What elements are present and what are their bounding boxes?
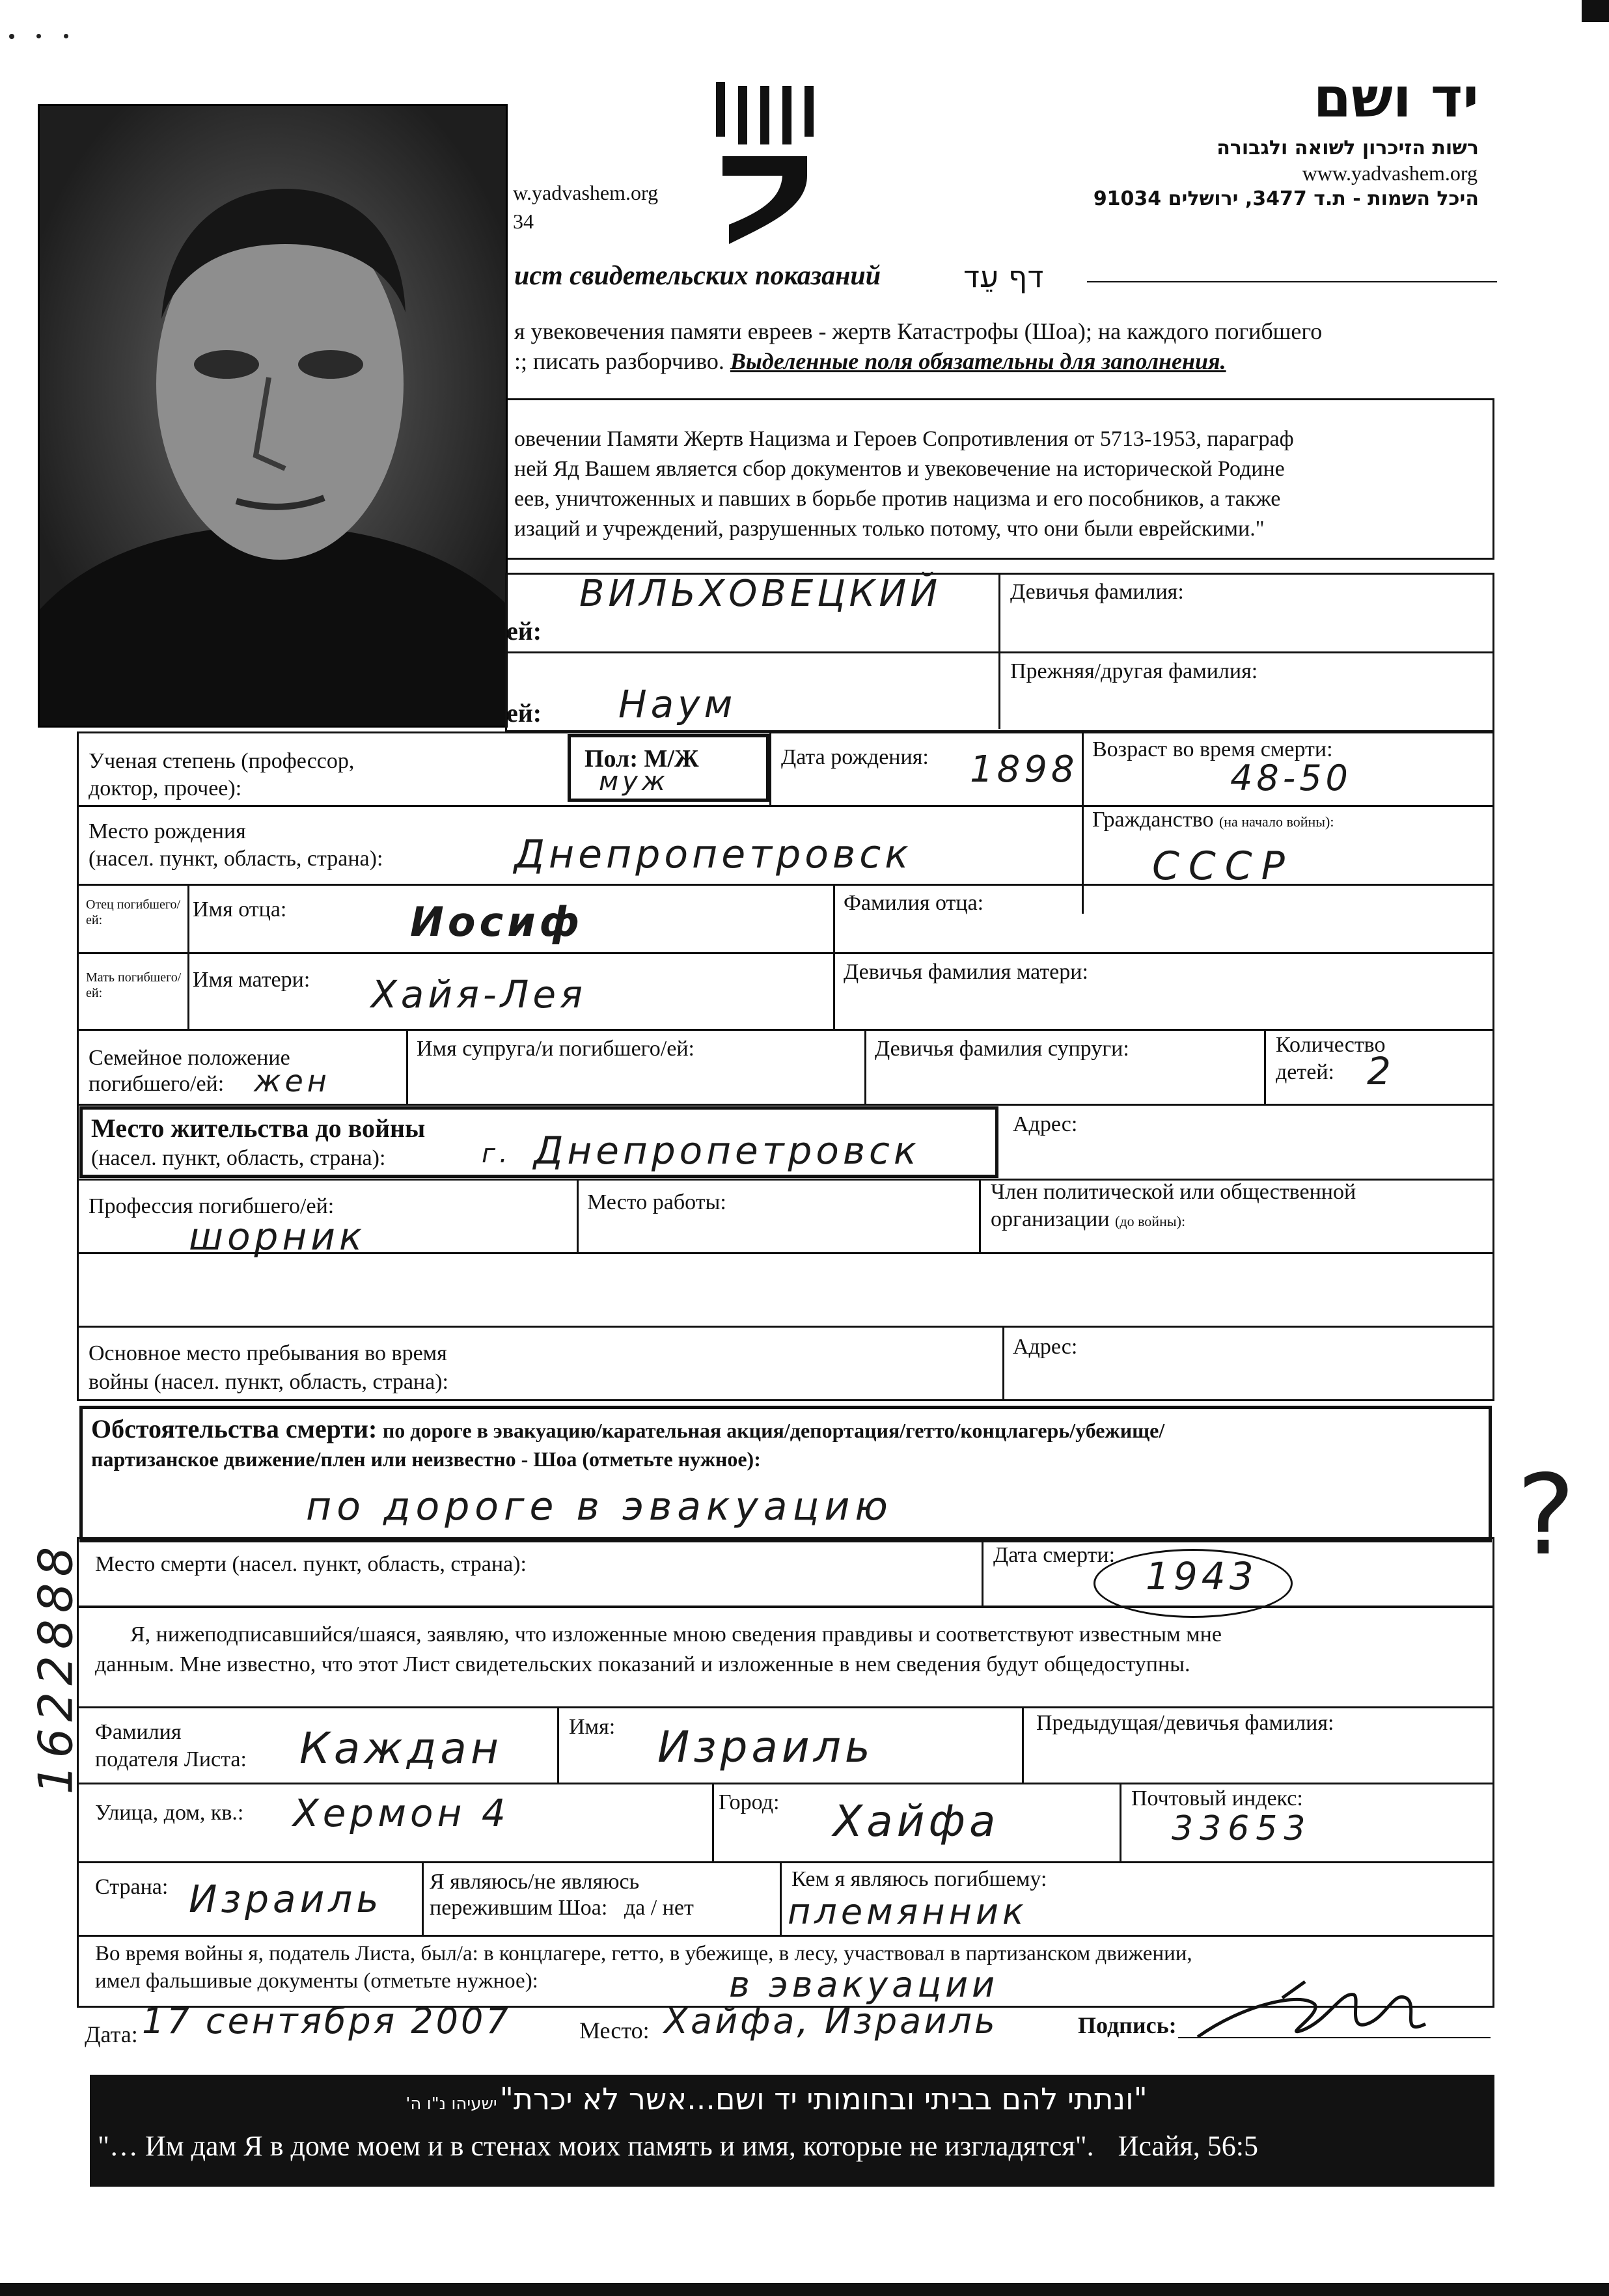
city-label: Город: [719, 1790, 780, 1814]
submitter-name-value[interactable]: Израиль [657, 1722, 874, 1772]
mother-name-label: Имя матери: [193, 968, 310, 992]
intro-line-2 [514, 348, 1226, 375]
age-value[interactable]: 48-50 [1230, 758, 1352, 799]
intro-line-2-a: :; писать разборчиво. [514, 348, 730, 374]
member-note: (до войны): [1115, 1213, 1186, 1229]
degree-label-1: Ученая степень (профессор, [89, 749, 355, 773]
footer-hebrew-quote: "ונתתי להם בביתי ובחומותי יד ושם...אשר לא יכרת" [499, 2081, 1148, 2116]
birthplace-value[interactable]: Днепропетровск [514, 832, 913, 877]
workplace-label: Место работы: [587, 1190, 726, 1214]
marital-label-1: Семейное положение [89, 1046, 290, 1070]
sex-label: Пол: М/Ж [584, 745, 699, 772]
circumstances-label: Обстоятельства смерти: [91, 1414, 378, 1443]
circumstances-options-1: по дороге в эвакуацию/карательная акция/депортация/гетто/концлагерь/убежище/ [382, 1419, 1165, 1442]
scan-speck [64, 34, 68, 38]
law-line-2: ней Яд Вашем является сбор документов и увековечение на исторической Родине [514, 457, 1285, 481]
birthplace-label-2: (насел. пункт, область, страна): [89, 847, 383, 871]
divider [1002, 1326, 1004, 1401]
children-value[interactable]: 2 [1367, 1049, 1395, 1093]
first-name-value[interactable]: Наум [618, 682, 737, 726]
date-label: Дата: [85, 2021, 138, 2047]
website-left: w.yadvashem.org [513, 181, 659, 204]
survivor-label-2[interactable]: пережившим Шоа: да / нет [430, 1896, 694, 1920]
margin-side-number: 1622888 [28, 1540, 83, 1795]
father-row [77, 884, 1494, 954]
divider [406, 1029, 408, 1106]
blank-row [77, 1252, 1494, 1328]
country-label: Страна: [95, 1875, 169, 1899]
law-line-3: еев, уничтоженных и павших в борьбе против нацизма и его пособников, а также [514, 487, 1281, 511]
citizenship-note: (на начало войны): [1218, 813, 1334, 830]
member-label-2 [991, 1207, 1185, 1233]
circumstances-value[interactable]: по дороге в эвакуацию [306, 1484, 893, 1529]
law-line-4: изаций и учреждений, разрушенных только потому, что они были еврейскими." [514, 517, 1265, 541]
street-value[interactable]: Хермон 4 [293, 1791, 510, 1835]
circumstances-line-1 [91, 1416, 1164, 1444]
divider [1264, 1029, 1266, 1106]
death-date-value[interactable]: 1943 [1146, 1554, 1258, 1598]
zip-value[interactable]: 33653 [1172, 1809, 1312, 1848]
residence-prefix[interactable]: г. [482, 1139, 512, 1169]
during-war-value[interactable]: в эвакуации [729, 1964, 999, 2005]
law-line-1: овечении Памяти Жертв Нацизма и Героев Сопротивления от 5713-1953, параграф [514, 427, 1294, 451]
divider [1120, 1783, 1121, 1863]
hebrew-subtitle: רשות הזיכרון לשואה ולגבורה [1217, 137, 1479, 159]
form-title-hebrew: דף עֵד [963, 259, 1044, 294]
yad-vashem-logo-icon [709, 78, 820, 254]
during-war-line-2: имел фальшивые документы (отметьте нужное): [95, 1969, 538, 1993]
citizenship-label [1092, 807, 1334, 833]
other-name-label: Прежняя/другая фамилия: [1010, 659, 1258, 683]
marital-label-2: погибшего/ей: [89, 1072, 225, 1096]
divider [557, 1706, 559, 1784]
submitter-name-label: Имя: [569, 1715, 616, 1739]
degree-label-2: доктор, прочее): [89, 776, 242, 800]
title-underline [1087, 281, 1497, 282]
dob-value[interactable]: 1898 [970, 748, 1079, 791]
divider [1022, 1706, 1024, 1784]
footer-hebrew-ref: ישעיהו נ"ו ה' [406, 2094, 497, 2114]
divider [422, 1861, 424, 1937]
mother-maiden-label: Девичья фамилия матери: [844, 960, 1088, 984]
first-name-label: ей: [506, 698, 542, 728]
mother-side-label: Мать погибшего/ей: [86, 970, 182, 1000]
divider [982, 1537, 983, 1607]
scan-corner-mark [1582, 0, 1609, 22]
divider [979, 1179, 981, 1254]
father-name-value[interactable]: Иосиф [410, 898, 584, 946]
citizenship-label-text: Гражданство [1092, 808, 1214, 832]
children-label-1: Количество [1276, 1033, 1386, 1057]
declaration-line-1: Я, нижеподписавшийся/шаяся, заявляю, что изложенные мною сведения правдивы и соответствуют известным мне [130, 1622, 1222, 1647]
dob-label: Дата рождения: [781, 745, 929, 769]
father-surname-label: Фамилия отца: [844, 891, 984, 915]
member-label-2-text: организации [991, 1207, 1110, 1231]
father-side-label: Отец погибшего/ей: [86, 897, 181, 927]
father-name-label: Имя отца: [193, 897, 287, 922]
circumstances-options-2: партизанское движение/плен или неизвестно - Шоа (отметьте нужное): [91, 1447, 761, 1471]
wartime-address-label: Адрес: [1013, 1335, 1078, 1359]
death-date-label: Дата смерти: [993, 1543, 1116, 1567]
submitter-prev-label: Предыдущая/девичья фамилия: [1036, 1711, 1334, 1735]
scan-bottom-edge [0, 2283, 1609, 2296]
age-label: Возраст во время смерти: [1092, 737, 1333, 761]
website-right[interactable]: www.yadvashem.org [1302, 161, 1478, 185]
hebrew-address: היכל השמות - ת.ד 3477, ירושלים 91034 [1093, 187, 1479, 210]
zip-label: Почтовый индекс: [1131, 1786, 1303, 1811]
intro-line-1: я увековечения памяти евреев - жертв Катастрофы (Шоа); на каждого погибшего [514, 318, 1323, 344]
residence-label-1: Место жительства до войны [91, 1114, 426, 1143]
left-code-fragment: 34 [513, 210, 534, 233]
declaration-line-2: данным. Мне известно, что этот Лист свидетельских показаний и изложенные в нем сведения будут общедоступны. [95, 1652, 1190, 1676]
divider [780, 1861, 782, 1937]
maiden-name-label: Девичья фамилия: [1010, 580, 1184, 604]
relation-label: Кем я являюсь погибшему: [791, 1867, 1047, 1891]
residence-value[interactable]: Днепропетровск [534, 1128, 920, 1173]
spouse-name-label: Имя супруга/и погибшего/ей: [417, 1037, 694, 1061]
birthplace-label-1: Место рождения [89, 819, 246, 843]
relation-value[interactable]: племянник [788, 1891, 1028, 1932]
wartime-label-1: Основное место пребывания во время [89, 1341, 447, 1365]
submitter-surname-value[interactable]: Каждан [299, 1723, 502, 1773]
residence-address-label: Адрес: [1013, 1112, 1078, 1136]
submitter-surname-label-1: Фамилия [95, 1720, 182, 1744]
divider [712, 1783, 714, 1863]
spouse-maiden-label: Девичья фамилия супруги: [875, 1037, 1129, 1061]
citizenship-value[interactable]: СССР [1152, 843, 1294, 889]
footer-russian-quote: "… Им дам Я в доме моем и в стенах моих память и имя, которые не изгладятся". [98, 2130, 1094, 2162]
surname-label: ей: [506, 616, 542, 646]
member-label-1: Член политической или общественной [991, 1180, 1356, 1204]
surname-value[interactable]: ВИЛЬХОВЕЦКИЙ [579, 573, 942, 615]
divider [769, 731, 771, 807]
hebrew-title: יד ושם [1313, 66, 1479, 130]
death-place-label: Место смерти (насел. пункт, область, страна): [95, 1552, 527, 1576]
margin-question-mark: ? [1517, 1451, 1576, 1580]
divider [577, 1179, 579, 1254]
signature-label: Подпись: [1078, 2012, 1177, 2038]
date-value[interactable]: 17 сентября 2007 [142, 2001, 511, 2042]
victim-photo [38, 104, 508, 728]
children-label-2: детей: [1276, 1060, 1334, 1084]
sex-value[interactable]: муж [599, 767, 669, 797]
footer-russian-line [98, 2129, 1491, 2163]
form-title: ист свидетельских показаний [514, 261, 881, 291]
residence-label-2: (насел. пункт, область, страна): [91, 1146, 386, 1170]
place-label: Место: [579, 2017, 650, 2043]
mandatory-fields-note: Выделенные поля обязательны для заполнения. [730, 348, 1226, 374]
mother-name-value[interactable]: Хайя-Лея [371, 972, 586, 1017]
signature-mark[interactable] [1191, 1978, 1451, 2050]
country-value[interactable]: Израиль [189, 1877, 383, 1921]
marital-value[interactable]: жен [254, 1063, 331, 1099]
place-value[interactable]: Хайфа, Израиль [664, 2001, 998, 2042]
footer-russian-ref: Исайя, 56:5 [1118, 2130, 1258, 2162]
during-war-line-1: Во время войны я, податель Листа, был/а: в концлагере, гетто, в убежище, в лесу, участвовал в партизанском движении, [95, 1942, 1192, 1965]
survivor-label-1: Я являюсь/не являюсь [430, 1870, 640, 1894]
submitter-surname-label-2: подателя Листа: [95, 1747, 247, 1771]
profession-label: Профессия погибшего/ей: [89, 1194, 335, 1218]
divider [864, 1029, 866, 1106]
scan-speck [9, 34, 14, 39]
street-label: Улица, дом, кв.: [95, 1801, 244, 1825]
footer-hebrew-line [90, 2081, 1463, 2116]
city-value[interactable]: Хайфа [833, 1796, 1000, 1846]
scan-speck [36, 34, 41, 38]
profession-value[interactable]: шорник [189, 1214, 366, 1259]
wartime-label-2: войны (насел. пункт, область, страна): [89, 1370, 448, 1394]
